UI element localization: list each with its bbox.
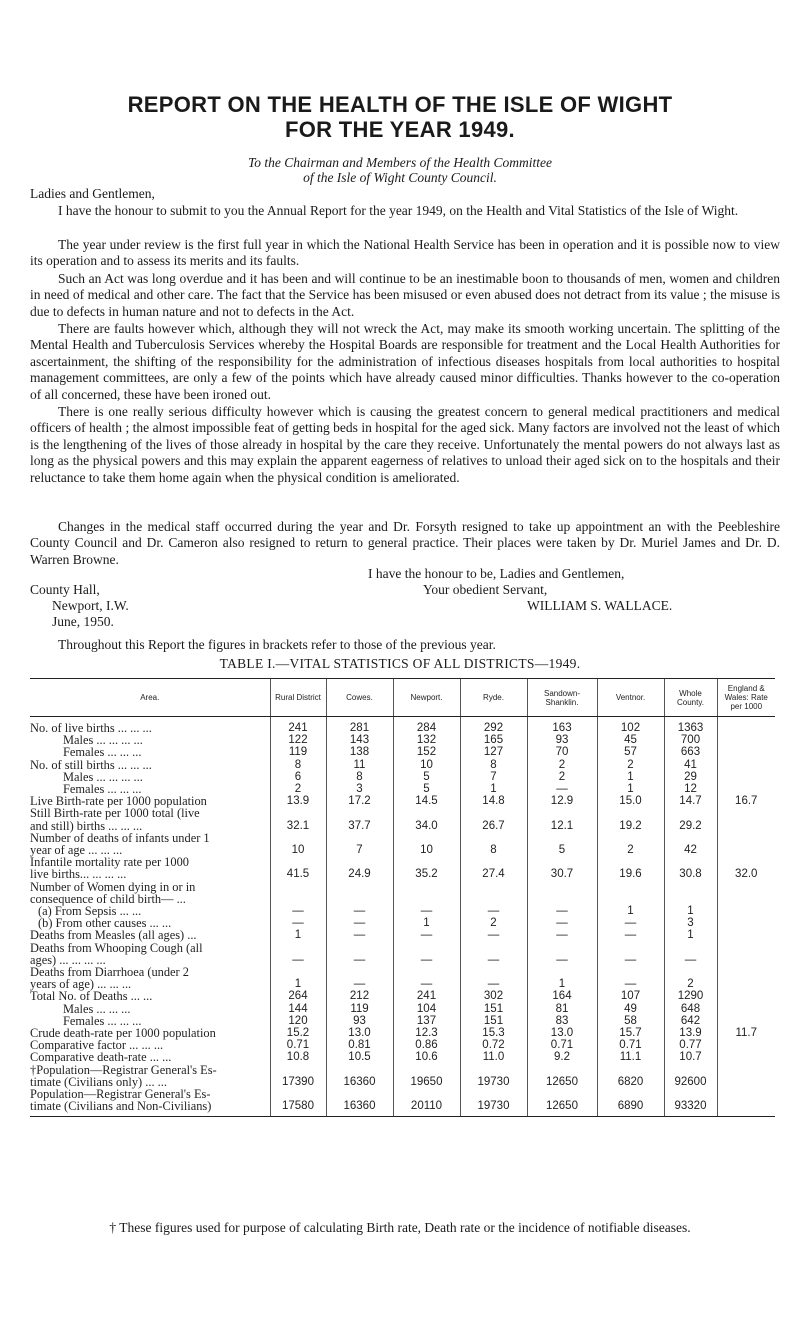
row-label xyxy=(30,966,270,990)
table-cell: 11.0 xyxy=(460,1051,527,1063)
table-cell xyxy=(717,917,775,929)
table-cell: 15.3 xyxy=(460,1027,527,1039)
paragraph: There are faults however which, although they will not wreck the Act, may make its smooth working uncertain. The splitting of the Mental Health and Tuberculosis Services whereby the Hospital Boards are responsible for treatment and the Local Health Authorities for ascertainment, the shifting of the responsibility for the administration of infectious diseases hospitals from local authorities to hospital management committees, are only a few of the points which have already caused minor difficulties. Thanks however to the co-operation of all concerned, these have been ironed out. xyxy=(30,321,780,402)
table-cell: — xyxy=(270,905,326,917)
table-cell: 3 xyxy=(326,783,393,795)
table-cell: 143 xyxy=(326,734,393,746)
table-cell: 24.9 xyxy=(326,856,393,880)
table-cell: 1 xyxy=(393,917,460,929)
table-cell: 12650 xyxy=(527,1088,597,1116)
table-cell: 8 xyxy=(460,759,527,771)
row-label-line: Comparative death-rate ... ... xyxy=(30,1050,172,1065)
row-label-line: No. of still births ... ... ... xyxy=(30,757,152,772)
row-label-line: Population—Registrar General's Es- xyxy=(30,1087,211,1102)
table-cell: 107 xyxy=(597,990,664,1002)
row-label xyxy=(30,942,270,966)
address-line-2: of the Isle of Wight County Council. xyxy=(303,170,497,185)
table-cell xyxy=(717,746,775,758)
table-cell: 151 xyxy=(460,1003,527,1015)
row-label-line: Deaths from Measles (all ages) ... xyxy=(30,928,197,943)
table-cell: — xyxy=(527,783,597,795)
table-cell: 264 xyxy=(270,990,326,1002)
table-cell: 11.7 xyxy=(717,1027,775,1039)
table-cell: 49 xyxy=(597,1003,664,1015)
letter-date: June, 1950. xyxy=(52,614,114,629)
table-cell: 104 xyxy=(393,1003,460,1015)
footnote: † These figures used for purpose of calculating Birth rate, Death rate or the incidence of notifiable diseases. xyxy=(109,1220,691,1235)
table-cell: — xyxy=(527,942,597,966)
table-cell xyxy=(597,881,664,905)
table-cell xyxy=(717,1088,775,1116)
row-label-line: Males ... ... ... xyxy=(63,1001,131,1016)
table-cell: 12.3 xyxy=(393,1027,460,1039)
table-cell: 10 xyxy=(393,832,460,856)
row-label-line: Males ... ... ... ... xyxy=(63,769,143,784)
table-row xyxy=(30,832,775,856)
row-label xyxy=(30,1064,270,1088)
table-cell: 700 xyxy=(664,734,717,746)
table-cell: 58 xyxy=(597,1015,664,1027)
table-cell: 14.5 xyxy=(393,795,460,807)
table-cell: 119 xyxy=(326,1003,393,1015)
table-cell: 83 xyxy=(527,1015,597,1027)
table-cell: — xyxy=(326,942,393,966)
table-cell: 642 xyxy=(664,1015,717,1027)
table-cell: 0.71 xyxy=(597,1039,664,1051)
row-label-line: Females ... ... ... xyxy=(63,745,142,760)
paragraph: Such an Act was long overdue and it has been and will continue to be an inestimable boon to thousands of men, women and children in need of medical and other care. The fact that the Service has been misused or even abused does not detract from its value ; the misuse is due to defects in human nature and not to defects in the Act. xyxy=(30,271,780,319)
row-label xyxy=(30,1051,270,1063)
table-cell xyxy=(717,759,775,771)
paragraph: I have the honour to submit to you the Annual Report for the year 1949, on the Health and Vital Statistics of the Isle of Wight. xyxy=(58,203,739,218)
table-cell xyxy=(717,717,775,735)
table-cell: — xyxy=(270,942,326,966)
table-cell: 663 xyxy=(664,746,717,758)
table-cell: 7 xyxy=(460,771,527,783)
table-cell: 17580 xyxy=(270,1088,326,1116)
address-line-1: To the Chairman and Members of the Health Committee xyxy=(248,155,552,170)
table-cell: 93 xyxy=(527,734,597,746)
table-cell: — xyxy=(527,929,597,941)
table-cell: 19.2 xyxy=(597,807,664,831)
table-cell: 127 xyxy=(460,746,527,758)
table-cell: 29 xyxy=(664,771,717,783)
column-header: England & Wales: Rate per 1000 xyxy=(717,679,775,717)
table-cell: — xyxy=(597,929,664,941)
table-row xyxy=(30,734,775,746)
row-label-line: Deaths from Whooping Cough (all xyxy=(30,940,203,955)
table-cell: 10 xyxy=(270,832,326,856)
table-cell: 212 xyxy=(326,990,393,1002)
place-line-1: County Hall, xyxy=(30,582,100,597)
table-cell: 10.8 xyxy=(270,1051,326,1063)
row-label xyxy=(30,759,270,771)
table-cell xyxy=(717,1039,775,1051)
row-label-line: Number of deaths of infants under 1 xyxy=(30,830,210,845)
table-cell: 34.0 xyxy=(393,807,460,831)
table-cell: 19730 xyxy=(460,1088,527,1116)
table-cell: 6820 xyxy=(597,1064,664,1088)
table-row xyxy=(30,759,775,771)
table-cell: 284 xyxy=(393,717,460,735)
table-cell: 2 xyxy=(270,783,326,795)
table-cell: — xyxy=(597,942,664,966)
table-cell: — xyxy=(527,917,597,929)
row-label-line: timate (Civilians and Non-Civilians) xyxy=(30,1099,212,1114)
table-cell xyxy=(717,881,775,905)
table-cell: 15.2 xyxy=(270,1027,326,1039)
table-cell xyxy=(717,966,775,990)
table-cell: 92600 xyxy=(664,1064,717,1088)
table-cell: 15.7 xyxy=(597,1027,664,1039)
table-cell: 27.4 xyxy=(460,856,527,880)
report-title: REPORT ON THE HEALTH OF THE ISLE OF WIGHT xyxy=(127,92,673,117)
column-header: Sandown-Shanklin. xyxy=(527,679,597,717)
table-cell: — xyxy=(664,942,717,966)
table-cell: 241 xyxy=(270,717,326,735)
row-label xyxy=(30,807,270,831)
sign-off: Your obedient Servant, xyxy=(423,582,548,597)
table-cell: 81 xyxy=(527,1003,597,1015)
table-cell xyxy=(664,881,717,905)
table-cell: 1 xyxy=(664,929,717,941)
table-cell: 10.6 xyxy=(393,1051,460,1063)
table-cell xyxy=(717,832,775,856)
row-label-line: Total No. of Deaths ... ... xyxy=(30,989,153,1004)
column-header: Rural District xyxy=(270,679,326,717)
table-cell: 13.9 xyxy=(270,795,326,807)
table-cell xyxy=(270,881,326,905)
table-row xyxy=(30,717,775,735)
table-cell: 16360 xyxy=(326,1064,393,1088)
place-line-2: Newport, I.W. xyxy=(52,598,129,613)
row-label xyxy=(30,717,270,735)
row-label-line: Infantile mortality rate per 1000 xyxy=(30,855,189,870)
table-cell: 13.0 xyxy=(527,1027,597,1039)
column-header: Newport. xyxy=(393,679,460,717)
table-cell: — xyxy=(326,905,393,917)
table-cell: 11 xyxy=(326,759,393,771)
table-cell: 137 xyxy=(393,1015,460,1027)
table-cell: — xyxy=(597,966,664,990)
row-label-line: Crude death-rate per 1000 population xyxy=(30,1026,216,1041)
table-cell: 8 xyxy=(326,771,393,783)
table-cell: 32.1 xyxy=(270,807,326,831)
table-cell: 302 xyxy=(460,990,527,1002)
table-cell: 10.7 xyxy=(664,1051,717,1063)
table-cell: — xyxy=(393,942,460,966)
table-cell xyxy=(460,881,527,905)
row-label xyxy=(30,929,270,941)
row-label xyxy=(30,832,270,856)
table-cell: 1363 xyxy=(664,717,717,735)
table-cell: 19.6 xyxy=(597,856,664,880)
paragraph: Changes in the medical staff occurred during the year and Dr. Forsyth resigned to take up appointment an with the Peebleshire County Council and Dr. Cameron also resigned to return to general practice. Their places were taken by Dr. Muriel James and Dr. D. Warren Browne. xyxy=(30,519,780,567)
table-row xyxy=(30,1003,775,1015)
table-cell: 0.77 xyxy=(664,1039,717,1051)
row-label-line: (b) From other causes ... ... xyxy=(38,916,172,931)
row-label-line: Comparative factor ... ... ... xyxy=(30,1038,164,1053)
table-cell: — xyxy=(460,966,527,990)
row-label xyxy=(30,746,270,758)
table-cell: 1 xyxy=(270,929,326,941)
table-cell: 26.7 xyxy=(460,807,527,831)
table-cell: 20110 xyxy=(393,1088,460,1116)
table-row xyxy=(30,942,775,966)
table-cell: 102 xyxy=(597,717,664,735)
table-cell: 6 xyxy=(270,771,326,783)
column-header: Ryde. xyxy=(460,679,527,717)
table-cell: 152 xyxy=(393,746,460,758)
table-cell: 35.2 xyxy=(393,856,460,880)
table-cell: 32.0 xyxy=(717,856,775,880)
row-label-line: Still Birth-rate per 1000 total (live xyxy=(30,806,200,821)
table-cell: 41 xyxy=(664,759,717,771)
table-cell: 5 xyxy=(393,771,460,783)
table-cell: 14.7 xyxy=(664,795,717,807)
table-cell xyxy=(717,771,775,783)
signature: WILLIAM S. WALLACE. xyxy=(527,598,673,613)
table-header-row xyxy=(30,679,775,717)
table-cell: 93320 xyxy=(664,1088,717,1116)
table-cell: 241 xyxy=(393,990,460,1002)
row-label-line: †Population—Registrar General's Es- xyxy=(30,1062,217,1077)
table-cell: 2 xyxy=(597,832,664,856)
table-row xyxy=(30,856,775,880)
table-cell: 1 xyxy=(664,905,717,917)
table-cell: 12650 xyxy=(527,1064,597,1088)
row-label-line: Live Birth-rate per 1000 population xyxy=(30,794,207,809)
table-cell: — xyxy=(597,917,664,929)
row-label-line: No. of live births ... ... ... xyxy=(30,721,152,735)
table-cell: 29.2 xyxy=(664,807,717,831)
row-label-line: consequence of child birth— ... xyxy=(30,891,186,906)
row-label-line: Females ... ... ... xyxy=(63,782,142,797)
row-label-line: Females ... ... ... xyxy=(63,1013,142,1028)
row-label-line: and still) births ... ... ... xyxy=(30,818,143,833)
table-cell: 2 xyxy=(597,759,664,771)
table-cell: 1 xyxy=(460,783,527,795)
table-cell: — xyxy=(460,942,527,966)
table-cell: 165 xyxy=(460,734,527,746)
table-cell: — xyxy=(460,905,527,917)
table-cell: 10.5 xyxy=(326,1051,393,1063)
table-cell xyxy=(326,881,393,905)
paragraph: There is one really serious difficulty however which is causing the greatest concern to general medical practitioners and medical officers of health ; the almost impossible feat of getting beds in hospital for the aged sick. Many factors are involved not the least of which is the lengthening of the lives of those already in hospital by the care they receive. Unfortunately the mental powers do not always last as long as the physical powers and this may explain the apparent eagerness of relatives to unload their aged sick on to the hospitals and their reluctance to take them home again when the physical condition is ameliorated. xyxy=(30,404,780,485)
table-cell: 120 xyxy=(270,1015,326,1027)
table-cell xyxy=(717,1015,775,1027)
paragraph: The year under review is the first full year in which the National Health Service has been in operation and it is possible now to view its operation and to assess its merits and its faults. xyxy=(30,237,780,269)
table-cell: 9.2 xyxy=(527,1051,597,1063)
table-cell: 12 xyxy=(664,783,717,795)
table-cell: 1290 xyxy=(664,990,717,1002)
table-cell: 1 xyxy=(597,905,664,917)
table-cell: 14.8 xyxy=(460,795,527,807)
table-cell: 0.71 xyxy=(527,1039,597,1051)
table-row xyxy=(30,1064,775,1088)
table-cell: 0.72 xyxy=(460,1039,527,1051)
column-header: Whole County. xyxy=(664,679,717,717)
table-cell: 3 xyxy=(664,917,717,929)
row-label-line: (a) From Sepsis ... ... xyxy=(38,904,142,919)
table-cell: 57 xyxy=(597,746,664,758)
table-cell: — xyxy=(326,917,393,929)
table-cell: 6890 xyxy=(597,1088,664,1116)
table-row xyxy=(30,1088,775,1116)
table-cell: — xyxy=(527,905,597,917)
row-label-line: timate (Civilians only) ... ... xyxy=(30,1074,167,1089)
table-cell: 19650 xyxy=(393,1064,460,1088)
table-cell: 151 xyxy=(460,1015,527,1027)
table-cell xyxy=(717,734,775,746)
table-cell: 119 xyxy=(270,746,326,758)
table-cell: 138 xyxy=(326,746,393,758)
column-header: Area. xyxy=(30,679,270,717)
table-cell: 12.1 xyxy=(527,807,597,831)
table-cell: — xyxy=(393,905,460,917)
table-title: TABLE I.—VITAL STATISTICS OF ALL DISTRICTS—1949. xyxy=(219,656,581,671)
table-cell: 1 xyxy=(527,966,597,990)
column-header: Cowes. xyxy=(326,679,393,717)
row-label-line: Males ... ... ... ... xyxy=(63,733,143,748)
table-cell: 7 xyxy=(326,832,393,856)
table-cell: 41.5 xyxy=(270,856,326,880)
table-cell: 11.1 xyxy=(597,1051,664,1063)
table-cell: 2 xyxy=(664,966,717,990)
table-cell: 30.8 xyxy=(664,856,717,880)
table-cell: 15.0 xyxy=(597,795,664,807)
table-cell xyxy=(717,783,775,795)
table-row xyxy=(30,966,775,990)
table-cell xyxy=(717,1051,775,1063)
table-cell: 17390 xyxy=(270,1064,326,1088)
table-cell: 10 xyxy=(393,759,460,771)
table-cell xyxy=(717,1064,775,1088)
table-cell: 0.86 xyxy=(393,1039,460,1051)
table-cell: 292 xyxy=(460,717,527,735)
table-cell: 2 xyxy=(460,917,527,929)
table-cell xyxy=(393,881,460,905)
table-cell: 16.7 xyxy=(717,795,775,807)
table-cell: 2 xyxy=(527,771,597,783)
table-cell: 16360 xyxy=(326,1088,393,1116)
column-header: Ventnor. xyxy=(597,679,664,717)
row-label-line: years of age) ... ... ... xyxy=(30,977,132,992)
table-cell: 30.7 xyxy=(527,856,597,880)
table-cell: 2 xyxy=(527,759,597,771)
table-cell xyxy=(717,1003,775,1015)
table-cell xyxy=(717,905,775,917)
table-cell: — xyxy=(460,929,527,941)
table-row xyxy=(30,929,775,941)
row-label xyxy=(30,856,270,880)
table-cell xyxy=(527,881,597,905)
table-cell: 164 xyxy=(527,990,597,1002)
row-label xyxy=(30,881,270,905)
row-label xyxy=(30,990,270,1002)
table-cell: 648 xyxy=(664,1003,717,1015)
table-cell: — xyxy=(393,966,460,990)
table-cell: 0.71 xyxy=(270,1039,326,1051)
table-cell: 12.9 xyxy=(527,795,597,807)
table-cell: — xyxy=(326,966,393,990)
table-cell: — xyxy=(270,917,326,929)
table-cell xyxy=(717,807,775,831)
table-cell: 70 xyxy=(527,746,597,758)
table-cell xyxy=(717,929,775,941)
row-label xyxy=(30,1088,270,1116)
table-cell: 37.7 xyxy=(326,807,393,831)
table-row xyxy=(30,807,775,831)
row-label-line: Deaths from Diarrhoea (under 2 xyxy=(30,965,189,980)
table-cell: 281 xyxy=(326,717,393,735)
table-cell: 93 xyxy=(326,1015,393,1027)
table-cell: 42 xyxy=(664,832,717,856)
table-cell: 13.0 xyxy=(326,1027,393,1039)
row-label-line: live births... ... ... ... xyxy=(30,867,127,882)
table-cell: — xyxy=(326,929,393,941)
table-row xyxy=(30,746,775,758)
table-cell: 163 xyxy=(527,717,597,735)
vital-statistics-table xyxy=(30,678,775,1117)
table-row xyxy=(30,881,775,905)
table-cell: 144 xyxy=(270,1003,326,1015)
table-cell: 8 xyxy=(460,832,527,856)
table-cell: 5 xyxy=(393,783,460,795)
table-cell xyxy=(717,990,775,1002)
closing-line: I have the honour to be, Ladies and Gentlemen, xyxy=(368,566,625,581)
table-cell: 1 xyxy=(270,966,326,990)
table-cell: 0.81 xyxy=(326,1039,393,1051)
row-label-line: ages) ... ... ... ... xyxy=(30,952,106,967)
table-cell: 13.9 xyxy=(664,1027,717,1039)
table-row xyxy=(30,771,775,783)
table-cell xyxy=(717,942,775,966)
table-cell: 122 xyxy=(270,734,326,746)
table-cell: 1 xyxy=(597,783,664,795)
table-cell: 5 xyxy=(527,832,597,856)
salutation: Ladies and Gentlemen, xyxy=(30,186,155,201)
report-subtitle: FOR THE YEAR 1949. xyxy=(285,117,515,142)
table-cell: 45 xyxy=(597,734,664,746)
table-cell: 17.2 xyxy=(326,795,393,807)
table-cell: — xyxy=(393,929,460,941)
table-cell: 19730 xyxy=(460,1064,527,1088)
table-cell: 8 xyxy=(270,759,326,771)
row-label-line: Number of Women dying in or in xyxy=(30,879,196,894)
brackets-note: Throughout this Report the figures in brackets refer to those of the previous year. xyxy=(58,637,496,652)
row-label-line: year of age ... ... ... xyxy=(30,843,123,858)
table-cell: 132 xyxy=(393,734,460,746)
table-row xyxy=(30,1051,775,1063)
table-cell: 1 xyxy=(597,771,664,783)
table-row xyxy=(30,990,775,1002)
